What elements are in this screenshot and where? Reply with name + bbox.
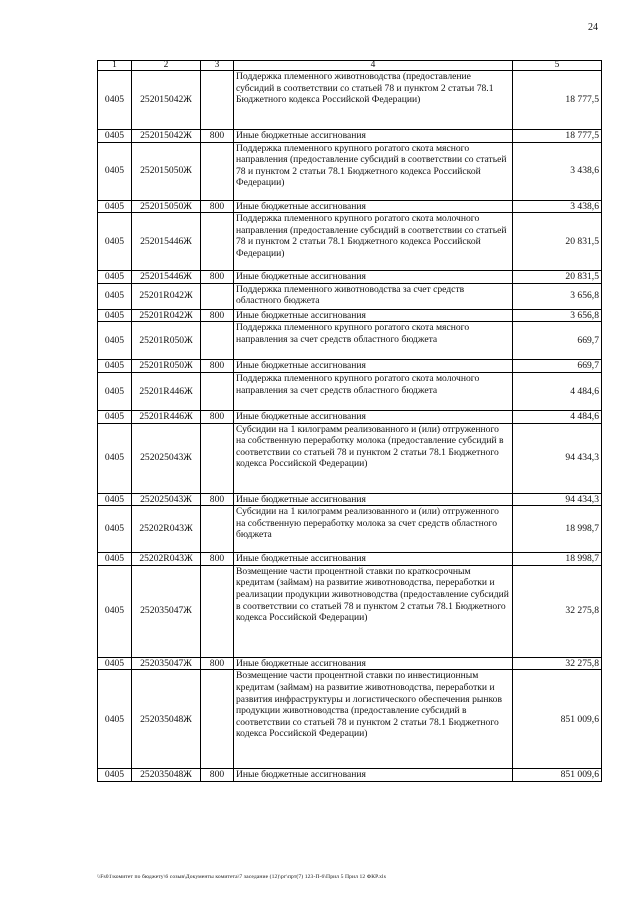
cell-target: 25201R446Ж [132,372,201,410]
cell-vr [201,322,234,360]
cell-sum: 32 275,8 [513,565,602,657]
cell-name: Поддержка племенного крупного рогатого скота молочного направления (предоставление субсидий в соответствии со статьей 78 и пунктом 2 статьи 78.1 Бюджетного кодекса Российской Федерации) [234,213,513,271]
cell-vr: 800 [201,657,234,670]
table-row [98,553,602,566]
cell-vr [201,71,234,130]
cell-name: Иные бюджетные ассигнования [234,493,513,506]
cell-target: 252035047Ж [132,657,201,670]
cell-target: 252035048Ж [132,670,201,769]
header-col-5: 5 [513,61,602,71]
cell-sum: 4 484,6 [513,372,602,410]
cell-target: 25202R043Ж [132,506,201,553]
cell-target: 252015042Ж [132,130,201,143]
cell-vr [201,670,234,769]
cell-target: 25201R042Ж [132,309,201,322]
cell-section: 0405 [98,360,132,373]
cell-target: 252015050Ж [132,142,201,200]
cell-target: 252035047Ж [132,565,201,657]
file-path-footer: \\Fs01\комитет по бюджету\6 созыв\Документы комитета\7 заседание (12)\рг\прт(7) 123-П-6\Прил 5 Прил 12 ФКР.xls [97,874,386,880]
cell-target: 252035048Ж [132,769,201,782]
cell-vr: 800 [201,130,234,143]
cell-sum: 94 434,3 [513,493,602,506]
cell-vr [201,423,234,493]
cell-sum: 20 831,5 [513,213,602,271]
table-row [98,200,602,213]
table-row [98,506,602,553]
cell-name: Иные бюджетные ассигнования [234,271,513,284]
table-row [98,493,602,506]
table-row [98,130,602,143]
cell-vr [201,506,234,553]
cell-target: 252025043Ж [132,493,201,506]
cell-sum: 18 998,7 [513,506,602,553]
cell-target: 252015446Ж [132,271,201,284]
cell-name: Иные бюджетные ассигнования [234,769,513,782]
cell-sum: 3 438,6 [513,200,602,213]
table-row [98,670,602,769]
cell-section: 0405 [98,565,132,657]
cell-section: 0405 [98,271,132,284]
cell-vr [201,372,234,410]
cell-name: Иные бюджетные ассигнования [234,553,513,566]
table-row [98,283,602,309]
cell-name: Субсидии на 1 килограмм реализованного и (или) отгруженного на собственную переработку молока за счет средств областного бюджета [234,506,513,553]
cell-section: 0405 [98,142,132,200]
table-row [98,423,602,493]
table-row [98,372,602,410]
cell-section: 0405 [98,423,132,493]
cell-sum: 3 656,8 [513,283,602,309]
cell-section: 0405 [98,213,132,271]
cell-sum: 32 275,8 [513,657,602,670]
budget-table [97,60,602,782]
cell-vr [201,565,234,657]
cell-section: 0405 [98,322,132,360]
cell-section: 0405 [98,283,132,309]
cell-vr [201,283,234,309]
cell-target: 25202R043Ж [132,553,201,566]
cell-name: Возмещение части процентной ставки по краткосрочным кредитам (займам) на развитие животноводства, переработки и реализации продукции животноводства (предоставление субсидий в соответствии со статьей 78 и пунктом 2 статьи 78.1 Бюджетного кодекса Российской Федерации) [234,565,513,657]
cell-sum: 18 777,5 [513,130,602,143]
cell-sum: 851 009,6 [513,670,602,769]
cell-vr: 800 [201,553,234,566]
cell-name: Иные бюджетные ассигнования [234,130,513,143]
cell-name: Поддержка племенного крупного рогатого скота мясного направления (предоставление субсидий в соответствии со статьей 78 и пунктом 2 статьи 78.1 Бюджетного кодекса Российской Федерации) [234,142,513,200]
cell-section: 0405 [98,657,132,670]
cell-sum: 851 009,6 [513,769,602,782]
cell-vr: 800 [201,309,234,322]
cell-name: Субсидии на 1 килограмм реализованного и (или) отгруженного на собственную переработку молока (предоставление субсидий в соответствии со статьей 78 и пунктом 2 статьи 78.1 Бюджетного кодекса Российской Федерации) [234,423,513,493]
cell-name: Иные бюджетные ассигнования [234,309,513,322]
cell-sum: 3 656,8 [513,309,602,322]
cell-section: 0405 [98,71,132,130]
header-col-3: 3 [201,61,234,71]
table-row [98,657,602,670]
cell-vr [201,213,234,271]
cell-name: Иные бюджетные ассигнования [234,200,513,213]
cell-vr [201,142,234,200]
cell-vr: 800 [201,200,234,213]
cell-section: 0405 [98,130,132,143]
cell-name: Иные бюджетные ассигнования [234,360,513,373]
cell-section: 0405 [98,493,132,506]
cell-target: 252025043Ж [132,423,201,493]
table-row [98,71,602,130]
cell-section: 0405 [98,769,132,782]
cell-vr: 800 [201,410,234,423]
cell-name: Поддержка племенного крупного рогатого скота мясного направления за счет средств областного бюджета [234,322,513,360]
cell-sum: 669,7 [513,360,602,373]
cell-sum: 94 434,3 [513,423,602,493]
cell-section: 0405 [98,410,132,423]
cell-name: Возмещение части процентной ставки по инвестиционным кредитам (займам) на развитие животноводства, переработки и развития инфраструктуры и логистического обеспечения рынков продукции животноводства (предоставление субсидий в соответствии со статьей 78 и пунктом 2 статьи 78.1 Бюджетного кодекса Российской Федерации) [234,670,513,769]
table-row [98,769,602,782]
cell-target: 252015042Ж [132,71,201,130]
cell-name: Иные бюджетные ассигнования [234,410,513,423]
cell-name: Поддержка племенного животноводства за счет средств областного бюджета [234,283,513,309]
page-number: 24 [588,22,598,33]
cell-sum: 3 438,6 [513,142,602,200]
cell-name: Иные бюджетные ассигнования [234,657,513,670]
cell-name: Поддержка племенного крупного рогатого скота молочного направления за счет средств областного бюджета [234,372,513,410]
cell-sum: 18 998,7 [513,553,602,566]
header-col-1: 1 [98,61,132,71]
cell-sum: 18 777,5 [513,71,602,130]
table-row [98,213,602,271]
cell-vr: 800 [201,360,234,373]
cell-target: 25201R050Ж [132,322,201,360]
cell-target: 25201R446Ж [132,410,201,423]
cell-target: 25201R042Ж [132,283,201,309]
cell-sum: 4 484,6 [513,410,602,423]
header-row [98,61,602,71]
cell-sum: 20 831,5 [513,271,602,284]
cell-sum: 669,7 [513,322,602,360]
table-row [98,360,602,373]
table-row [98,565,602,657]
cell-target: 25201R050Ж [132,360,201,373]
header-col-4: 4 [234,61,513,71]
cell-section: 0405 [98,670,132,769]
table-row [98,322,602,360]
cell-vr: 800 [201,493,234,506]
cell-section: 0405 [98,309,132,322]
cell-vr: 800 [201,271,234,284]
cell-section: 0405 [98,372,132,410]
cell-section: 0405 [98,506,132,553]
cell-section: 0405 [98,200,132,213]
header-col-2: 2 [132,61,201,71]
table-row [98,309,602,322]
cell-section: 0405 [98,553,132,566]
cell-target: 252015446Ж [132,213,201,271]
cell-vr: 800 [201,769,234,782]
cell-name: Поддержка племенного животноводства (предоставление субсидий в соответствии со статьей 78 и пунктом 2 статьи 78.1 Бюджетного кодекса Российской Федерации) [234,71,513,130]
table-row [98,142,602,200]
cell-target: 252015050Ж [132,200,201,213]
table-row [98,410,602,423]
table-row [98,271,602,284]
